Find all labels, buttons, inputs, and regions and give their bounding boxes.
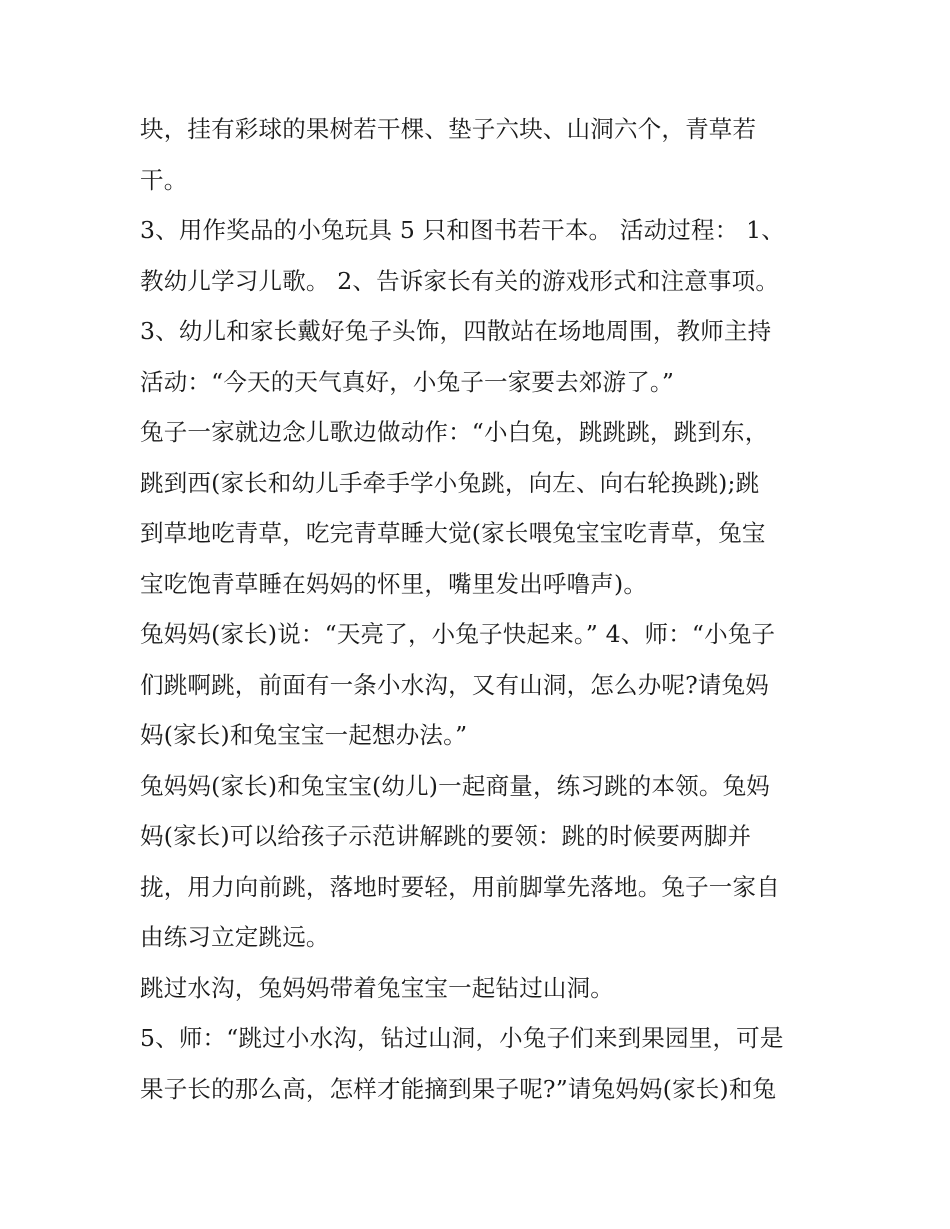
text-line: 跳过水沟，兔妈妈带着兔宝宝一起钻过山洞。 xyxy=(140,973,614,1002)
text-line: 果子长的那么高，怎样才能摘到果子呢?”请兔妈妈(家长)和兔 xyxy=(140,1074,777,1103)
text-line: 妈(家长)可以给孩子示范讲解跳的要领：跳的时候要两脚并 xyxy=(140,822,752,850)
text-line: 拢，用力向前跳，落地时要轻，用前脚掌先落地。兔子一家自 xyxy=(140,872,780,901)
text-line: 兔妈妈(家长)和兔宝宝(幼儿)一起商量，练习跳的本领。兔妈 xyxy=(140,771,770,800)
text-line: 们跳啊跳，前面有一条小水沟，又有山洞，怎么办呢?请兔妈 xyxy=(140,670,769,699)
text-line: 妈(家长)和兔宝宝一起想办法。” xyxy=(140,721,468,749)
text-line: 由练习立定跳远。 xyxy=(140,923,330,951)
text-line: 活动：“今天的天气真好，小兔子一家要去郊游了。” xyxy=(140,367,675,396)
text-line: 3、用作奖品的小兔玩具 5 只和图书若干本。 活动过程： 1、 xyxy=(140,216,785,244)
text-line: 跳到西(家长和幼儿手牵手学小兔跳，向左、向右轮换跳);跳 xyxy=(140,468,760,497)
text-line: 教幼儿学习儿歌。 2、告诉家长有关的游戏形式和注意事项。 xyxy=(140,266,780,295)
text-line: 5、师：“跳过小水沟，钻过山洞，小兔子们来到果园里，可是 xyxy=(140,1024,784,1052)
text-line: 兔妈妈(家长)说：“天亮了，小兔子快起来。” 4、师：“小兔子 xyxy=(140,620,776,648)
text-line: 兔子一家就边念儿歌边做动作：“小白兔，跳跳跳，跳到东， xyxy=(140,418,769,446)
text-line: 块，挂有彩球的果树若干棵、垫子六块、山洞六个，青草若 xyxy=(140,115,757,143)
text-line: 到草地吃青草，吃完青草睡大觉(家长喂兔宝宝吃青草，兔宝 xyxy=(140,519,766,547)
text-line: 干。 xyxy=(140,165,188,194)
text-line: 宝吃饱青草睡在妈妈的怀里，嘴里发出呼噜声)。 xyxy=(140,569,648,598)
text-line: 3、幼儿和家长戴好兔子头饰，四散站在场地周围，教师主持 xyxy=(140,317,772,345)
document-body xyxy=(140,104,820,1114)
